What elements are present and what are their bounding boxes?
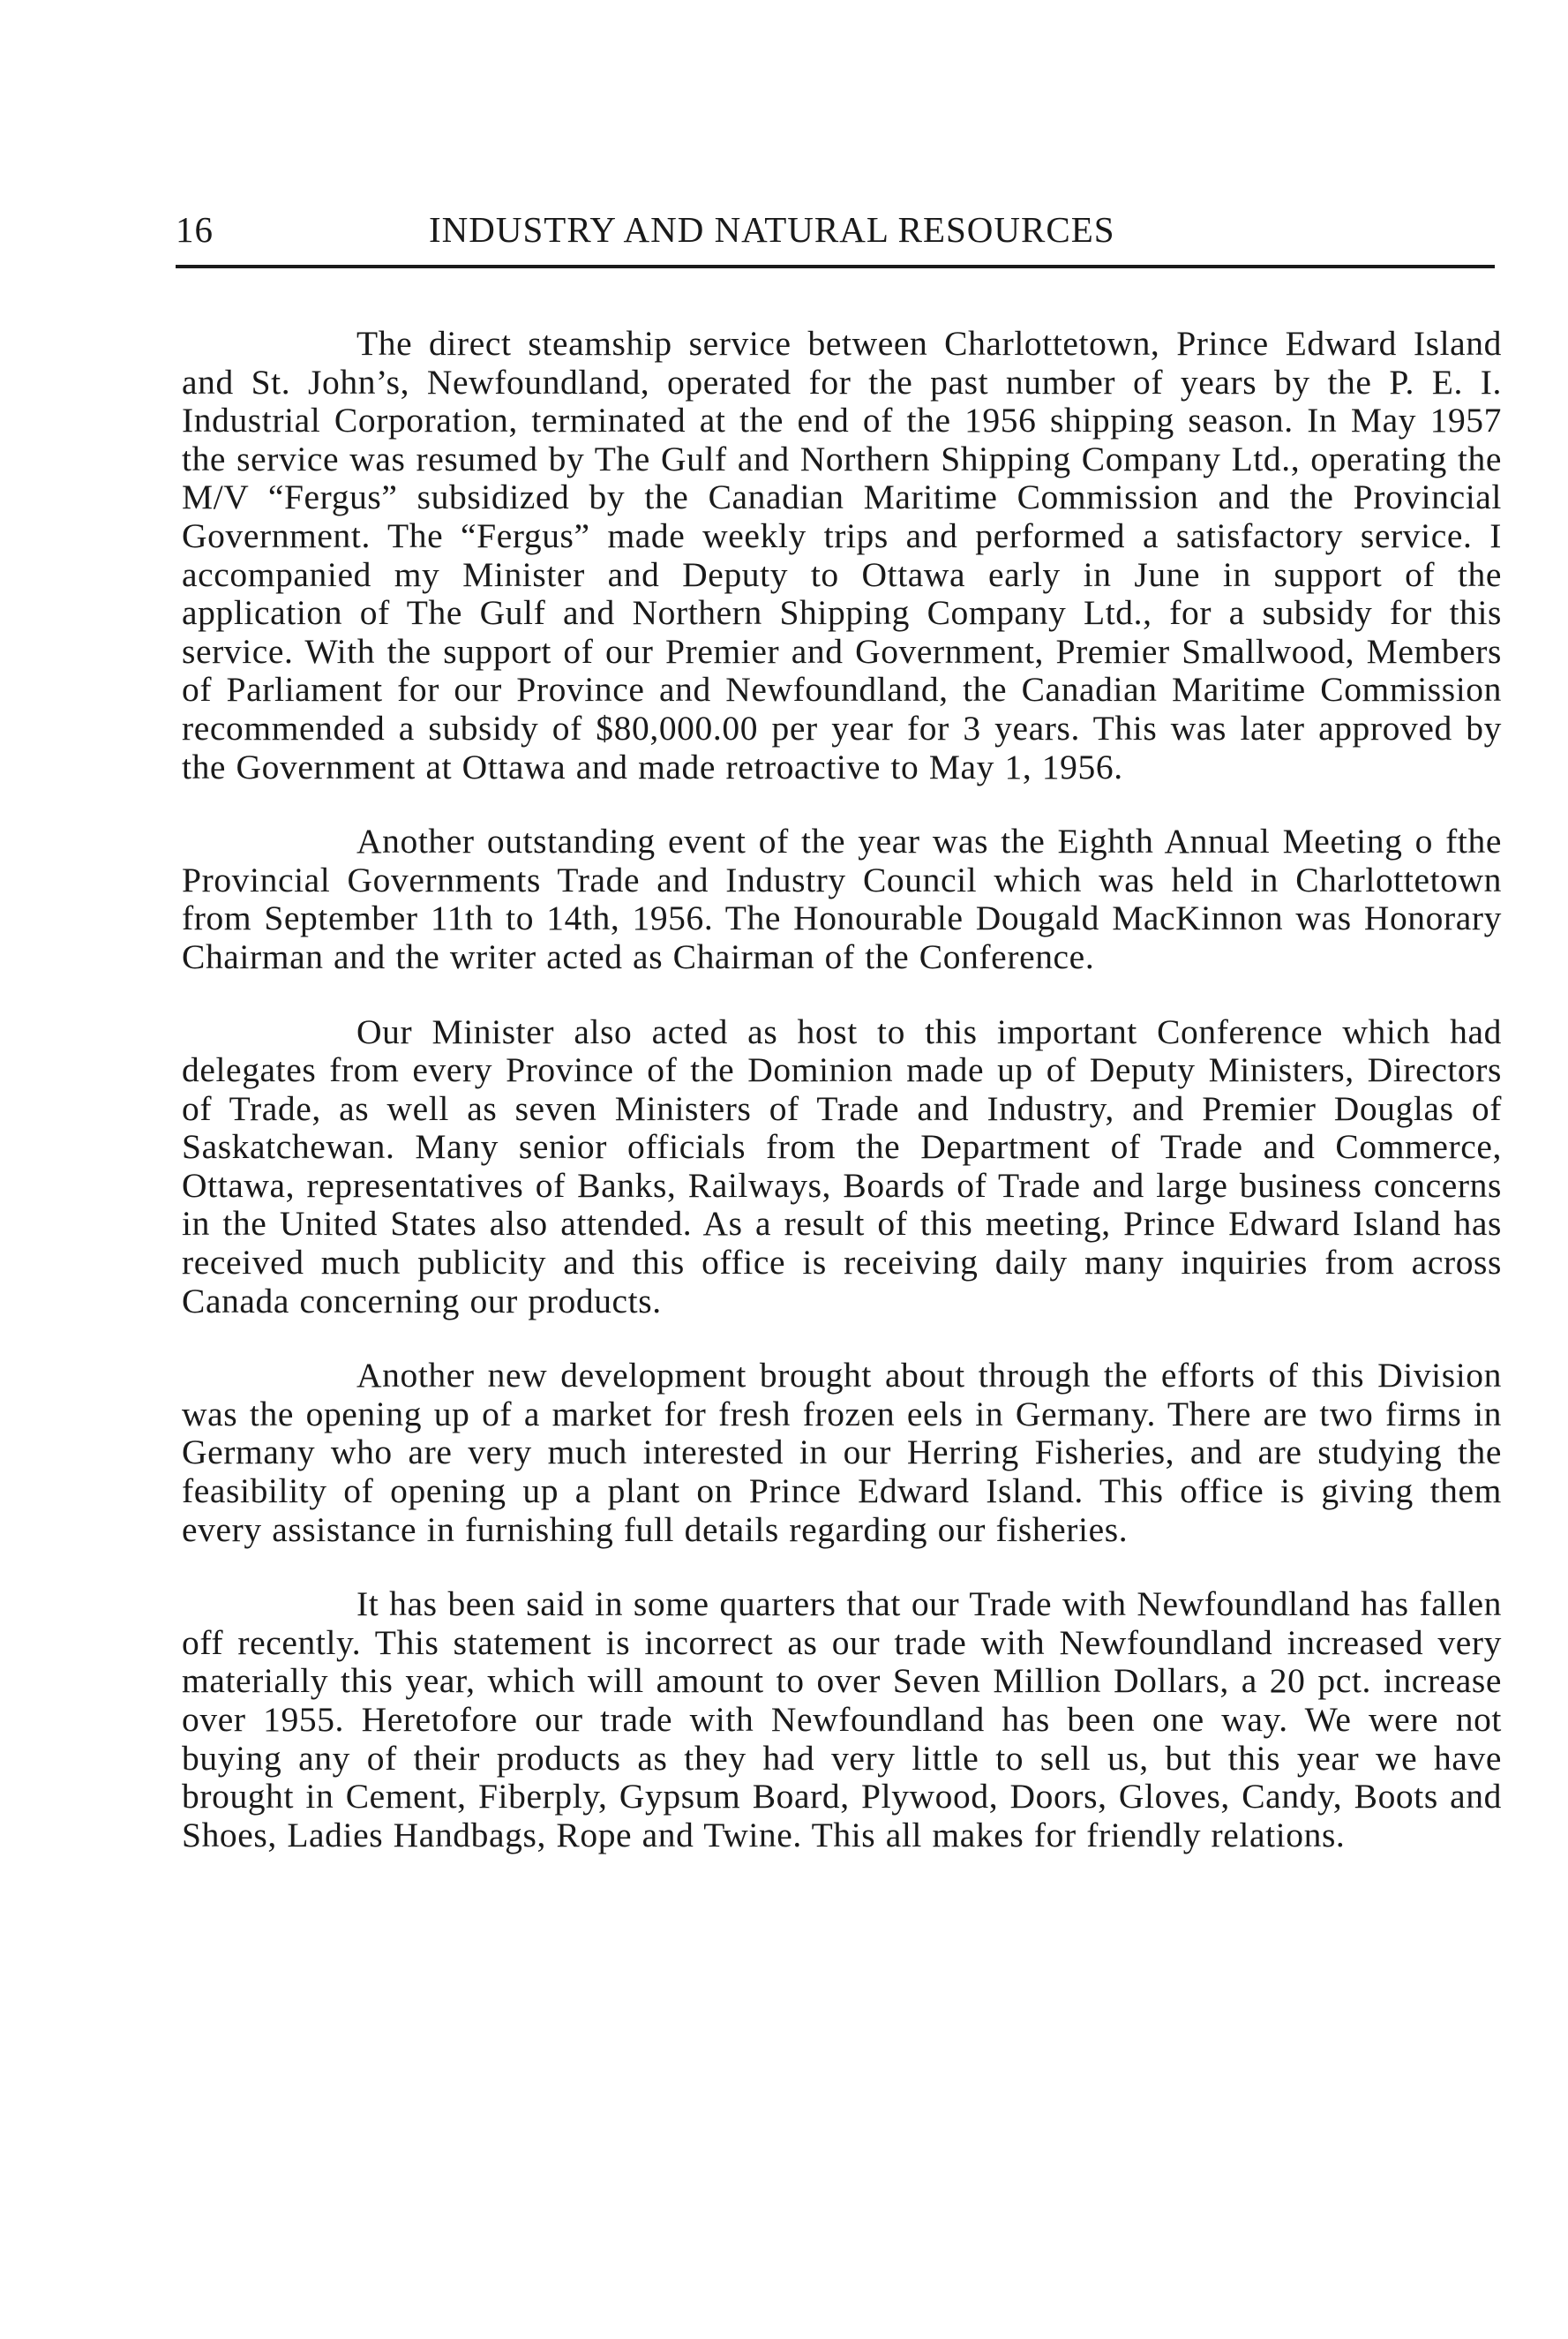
running-title: INDUSTRY AND NATURAL RESOURCES (429, 209, 1115, 250)
running-head (176, 208, 1495, 261)
paragraph-germany-market: Another new development brought about through the efforts of this Division was the opening up of a market for fresh frozen eels in Germany. There are two firms in Germany who are very much interested in our Herring Fisheries, and are studying the feasibility of opening up a plant on Prince Edward Island. This office is giving them every assistance in furnishing full details regarding our fisheries. (182, 1356, 1502, 1549)
paragraph-steamship-service: The direct steamship service between Charlottetown, Prince Edward Island and St. John’s, Newfoundland, operated for the past number of years by the P. E. I. Industrial Corporation, terminated at the end of the 1956 shipping season. In May 1957 the service was resumed by The Gulf and Northern Shipping Company Ltd., operating the M/V “Fergus” subsidized by the Canadian Maritime Commission and the Provincial Government. The “Fergus” made weekly trips and performed a satisfactory service. I accompanied my Minister and Deputy to Ottawa early in June in support of the application of The Gulf and Northern Shipping Company Ltd., for a subsidy for this service. With the support of our Premier and Government, Premier Smallwood, Members of Parliament for our Province and Newfoundland, the Canadian Maritime Commission recommended a subsidy of $80,000.00 per year for 3 years. This was later approved by the Government at Ottawa and made retroactive to May 1, 1956. (182, 324, 1502, 786)
paragraph-conference-host: Our Minister also acted as host to this important Conference which had delegates from every Province of the Dominion made up of Deputy Ministers, Directors of Trade, as well as seven Ministers of Trade and Industry, and Premier Douglas of Saskatchewan. Many senior officials from the Department of Trade and Commerce, Ottawa, representatives of Banks, Railways, Boards of Trade and large business concerns in the United States also attended. As a result of this meeting, Prince Edward Island has received much publicity and this office is receiving daily many inquiries from across Canada concerning our products. (182, 1012, 1502, 1320)
page-number: 16 (176, 209, 214, 250)
body-text (182, 325, 1502, 1891)
paragraph-newfoundland-trade: It has been said in some quarters that our Trade with Newfoundland has fallen off recently. This statement is incorrect as our trade with Newfoundland increased very materially this year, which will amount to over Seven Million Dollars, a 20 pct. increase over 1955. Heretofore our trade with Newfoundland has been one way. We were not buying any of their products as they had very little to sell us, but this year we have brought in Cement, Fiberply, Gypsum Board, Plywood, Doors, Gloves, Candy, Boots and Shoes, Ladies Handbags, Rope and Twine. This all makes for friendly relations. (182, 1584, 1502, 1854)
paragraph-annual-meeting: Another outstanding event of the year was the Eighth Annual Meeting o fthe Provincial Governments Trade and Industry Council which was held in Charlottetown from September 11th to 14th, 1956. The Honourable Dougald MacKinnon was Honorary Chairman and the writer acted as Chairman of the Conference. (182, 822, 1502, 976)
header-rule (176, 265, 1495, 268)
